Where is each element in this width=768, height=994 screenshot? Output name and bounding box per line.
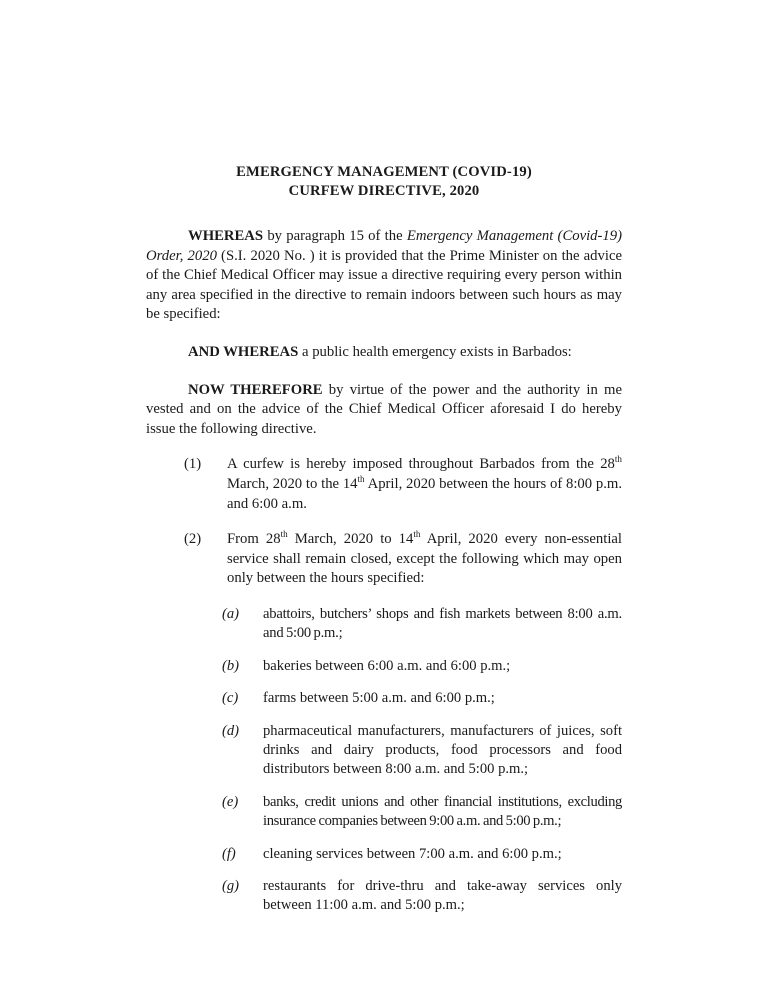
sub-item-b [146, 657, 622, 676]
now-therefore-text: by virtue of the power and the authority in me vested and on the advice of the Chief Medical Officer aforesaid I do hereby issue the following directive. [146, 381, 622, 437]
and-whereas-text: a public health emergency exists in Barbados: [298, 343, 572, 360]
clause-1-text [227, 455, 622, 514]
spacer-7 [146, 676, 622, 689]
spacer-1 [146, 325, 622, 343]
clause-1 [146, 455, 622, 514]
clause-1-marker: (1) [184, 456, 202, 473]
clause-2-text [227, 530, 622, 589]
spacer-3 [146, 439, 622, 455]
clause-2 [146, 530, 622, 589]
page-title [146, 163, 622, 200]
spacer-after-title [146, 200, 622, 227]
spacer-10 [146, 832, 622, 845]
clause-2-text-part1: From 28 [227, 531, 281, 548]
document-body [146, 163, 622, 916]
sub-item-d-marker: (d) [222, 722, 240, 739]
sub-item-d [146, 722, 622, 780]
spacer-11 [146, 864, 622, 877]
sub-item-g [146, 877, 622, 916]
clause-1-text-part3: April, 2020 between the hours of 8:00 p.m. and 6:00 a.m. [227, 475, 623, 512]
and-whereas-lead: AND WHEREAS [188, 343, 299, 360]
sub-item-d-text: pharmaceutical manufacturers, manufacturers of juices, soft drinks and dairy products, food processors and food distributors between 8:00 a.m. and 5:00 p.m.; [263, 722, 622, 778]
now-therefore-lead: NOW THEREFORE [188, 381, 323, 398]
whereas-text-before: by paragraph 15 of the [263, 228, 407, 244]
spacer-6 [146, 644, 622, 657]
spacer-9 [146, 780, 622, 793]
clause-1-text-part1: A curfew is hereby imposed throughout Barbados from the 28 [227, 456, 615, 473]
spacer-2 [146, 363, 622, 381]
sub-item-a [146, 605, 622, 644]
title-line-1: EMERGENCY MANAGEMENT (COVID-19) [236, 164, 532, 180]
clause-2-superscript-2: th [413, 529, 421, 540]
sub-item-f [146, 845, 622, 864]
paragraph-whereas [146, 227, 622, 325]
sub-item-e [146, 793, 622, 832]
sub-item-c [146, 689, 622, 708]
clause-1-text-part2: March, 2020 to the 14 [227, 475, 358, 492]
sub-item-a-marker: (a) [222, 605, 240, 622]
clause-1-superscript-1: th [614, 454, 622, 465]
sub-item-a-text: abattoirs, butchers’ shops and fish markets between 8:00 a.m. and 5:00 p.m.; [263, 605, 622, 642]
title-line-2: CURFEW DIRECTIVE, 2020 [288, 182, 480, 199]
sub-item-f-marker: (f) [222, 845, 236, 862]
sub-item-c-text: farms between 5:00 a.m. and 6:00 p.m.; [263, 690, 495, 707]
sub-item-b-marker: (b) [222, 657, 240, 674]
spacer-8 [146, 709, 622, 722]
sub-item-e-text: banks, credit unions and other financial institutions, excluding insurance companies between 9:00 a.m. and 5:00 p.m.; [263, 793, 622, 830]
paragraph-and-whereas [146, 343, 622, 363]
sub-item-f-text: cleaning services between 7:00 a.m. and 6:00 p.m.; [263, 845, 562, 862]
sub-item-c-marker: (c) [222, 690, 239, 707]
clause-2-marker: (2) [184, 531, 202, 548]
clause-1-superscript-2: th [357, 474, 365, 485]
spacer-4 [146, 514, 622, 530]
whereas-italic-reference: Emergency Management (Covid-19) Order, 2020 [146, 228, 622, 264]
sub-item-g-text: restaurants for drive-thru and take-away services only between 11:00 a.m. and 5:00 p.m.; [263, 877, 622, 914]
clause-2-text-part2: March, 2020 to 14 [287, 531, 414, 548]
whereas-text-after: (S.I. 2020 No. ) it is provided that the Prime Minister on the advice of the Chief Medical Officer may issue a directive requiring every person within any area specified in the directive to remain indoors between such hours as may be specified: [146, 247, 622, 323]
clause-2-text-part3: April, 2020 every non-essential service shall remain closed, except the following which may open only between the hours specified: [227, 531, 622, 587]
whereas-lead: WHEREAS [188, 228, 264, 244]
sub-item-b-text: bakeries between 6:00 a.m. and 6:00 p.m.; [263, 657, 511, 674]
sub-item-g-marker: (g) [222, 877, 240, 894]
spacer-5 [146, 589, 622, 605]
clause-2-superscript-1: th [280, 529, 288, 540]
paragraph-now-therefore [146, 381, 622, 440]
sub-item-e-marker: (e) [222, 793, 239, 810]
